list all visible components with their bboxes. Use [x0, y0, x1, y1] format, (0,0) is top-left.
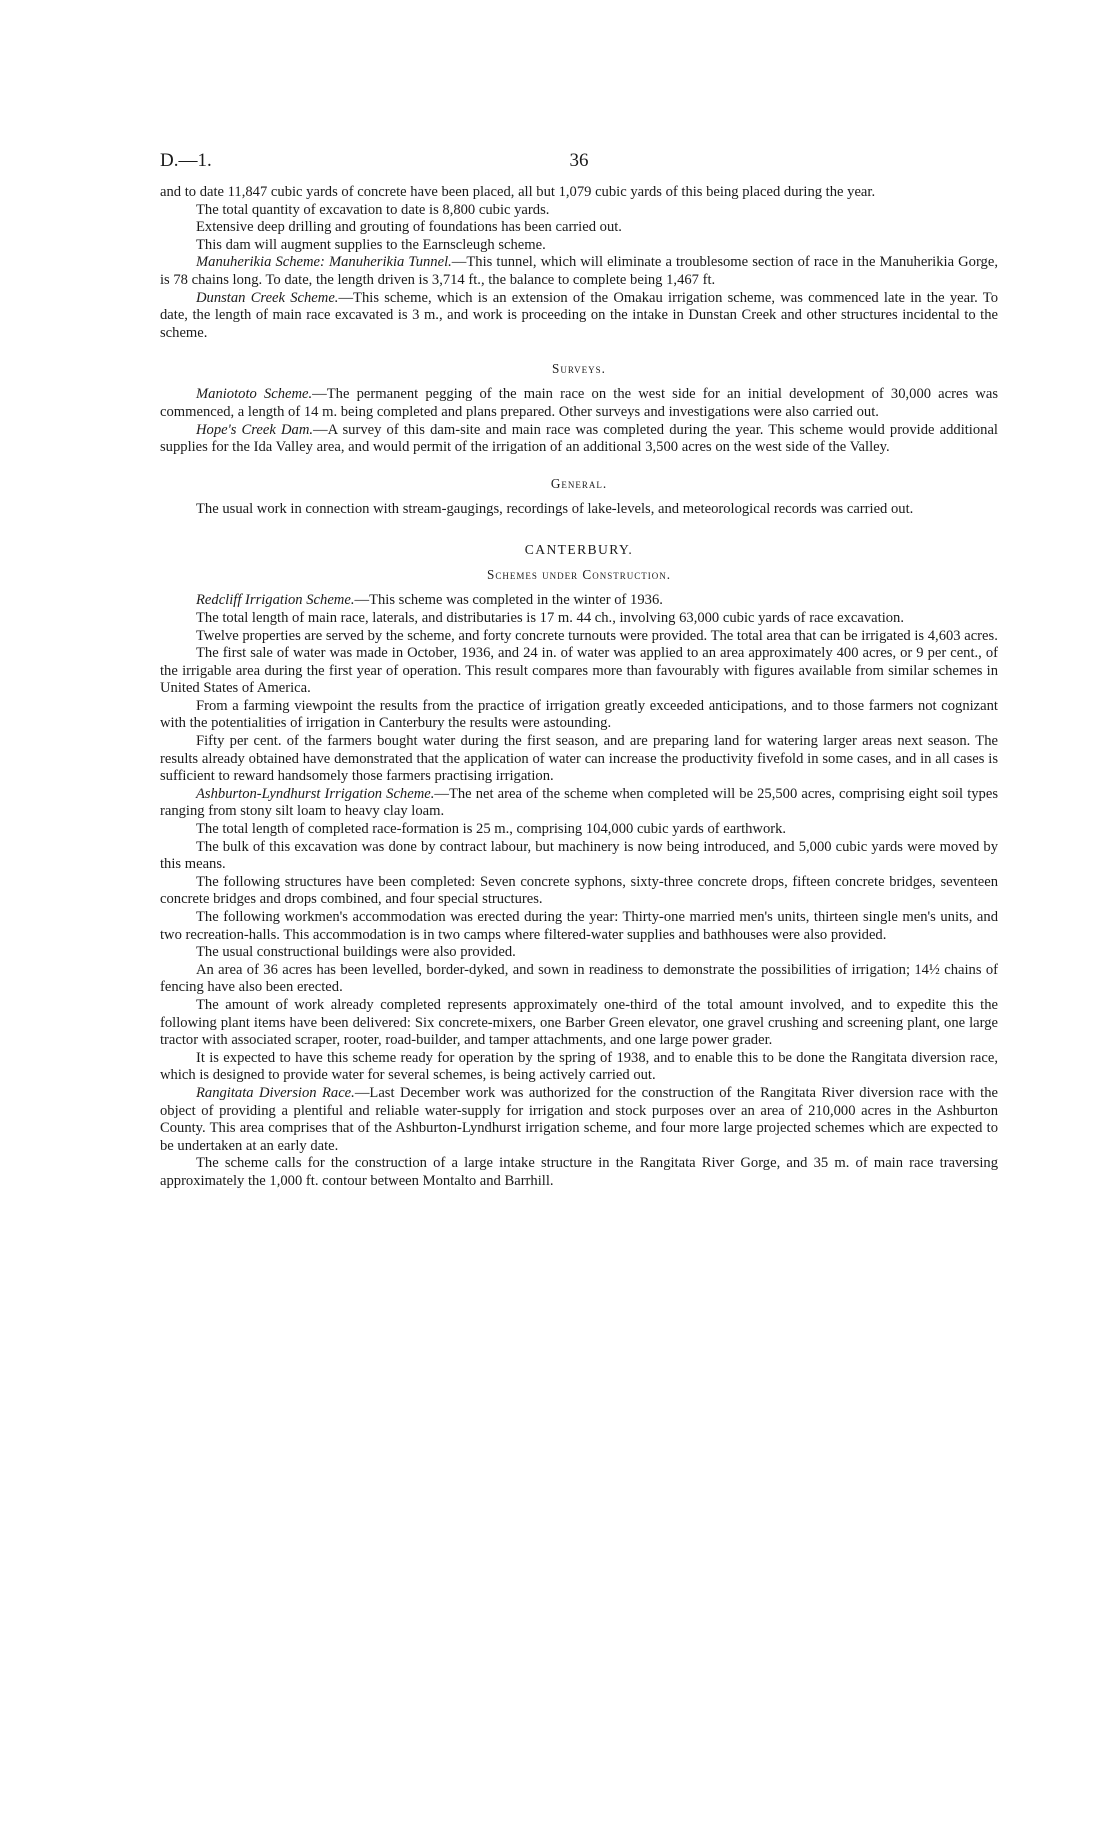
scheme-title: Dunstan Creek Scheme. — [196, 289, 339, 306]
document-page — [160, 150, 998, 1191]
paragraph: From a farming viewpoint the results from the practice of irrigation greatly exceeded anticipations, and to those farmers not cognizant with the potentialities of irrigation in Canterbury the results were astounding. — [160, 697, 998, 732]
region-heading-canterbury: CANTERBURY. — [524, 542, 634, 558]
paragraph: This dam will augment supplies to the Earnscleugh scheme. — [196, 236, 546, 253]
document-code: D.—1. — [160, 150, 212, 171]
paragraph: The first sale of water was made in October, 1936, and 24 in. of water was applied to an area approximately 400 acres, or 9 per cent., of the irrigable area during the first year of operation. This result compares more than favourably with figures available from similar schemes in United States of America. — [160, 645, 998, 697]
paragraph: The usual work in connection with stream-gaugings, recordings of lake-levels, and meteorological records was carried out. — [196, 500, 914, 517]
scheme-text: —This scheme, which is an extension of the Omakau irrigation scheme, was commenced late in the year. To date, the length of main race excavated is 3 m., and work is proceeding on the intake in Dunstan Creek and other structures incidental to the scheme. — [160, 289, 998, 341]
section-heading-surveys: Surveys. — [552, 361, 606, 377]
general-section — [160, 501, 998, 519]
paragraph — [160, 786, 998, 821]
paragraph: The total length of completed race-formation is 25 m., comprising 104,000 cubic yards of earthwork. — [196, 821, 787, 838]
paragraph: The total quantity of excavation to date is 8,800 cubic yards. — [196, 201, 550, 218]
scheme-title: Manuherikia Scheme: Manuherikia Tunnel. — [196, 254, 452, 271]
paragraph: It is expected to have this scheme ready for operation by the spring of 1938, and to enable this to be done the Rangitata diversion race, which is designed to provide water for several schemes, is being actively carried out. — [160, 1049, 998, 1084]
paragraph: The following structures have been completed: Seven concrete syphons, sixty-three concrete drops, fifteen concrete bridges, seventeen concrete bridges and drops combined, and four special structures. — [160, 873, 998, 908]
scheme-text: —The permanent pegging of the main race on the west side for an initial development of 30,000 acres was commenced, a length of 14 m. being completed and plans prepared. Other surveys and investigations were also carried out. — [160, 386, 998, 420]
canterbury-section — [160, 592, 998, 1190]
paragraph: Twelve properties are served by the scheme, and forty concrete turnouts were provided. The total area that can be irrigated is 4,603 acres. — [196, 627, 998, 644]
scheme-text: —Last December work was authorized for the construction of the Rangitata River diversion race with the object of providing a plentiful and reliable water-supply for irrigation and stock purposes over an area of 210,000 acres in the Ashburton County. This area comprises that of the Ashburton-Lyndhurst irrigation scheme, and four more large projected schemes which are expected to be undertaken at an early date. — [160, 1084, 998, 1154]
paragraph — [160, 386, 998, 421]
scheme-text: —This tunnel, which will eliminate a troublesome section of race in the Manuherikia Gorge, is 78 chains long. To date, the length driven is 3,714 ft., the balance to complete being 1,467 ft. — [160, 254, 998, 288]
scheme-title: Redcliff Irrigation Scheme. — [196, 592, 355, 609]
paragraph: and to date 11,847 cubic yards of concrete have been placed, all but 1,079 cubic yards of this being placed during the year. — [160, 184, 876, 200]
page-number: 36 — [569, 150, 589, 171]
scheme-title: Ashburton-Lyndhurst Irrigation Scheme. — [196, 785, 435, 802]
scheme-text: —A survey of this dam-site and main race was completed during the year. This scheme would provide additional supplies for the Ida Valley area, and would permit of the irrigation of an additional 3,500 acres on the west side of the Valley. — [160, 421, 998, 456]
paragraph: The following workmen's accommodation was erected during the year: Thirty-one married men's units, thirteen single men's units, and two recreation-halls. This accommodation is in two camps where filtered-water supplies and bathhouses were also provided. — [160, 909, 998, 943]
paragraph: The usual constructional buildings were also provided. — [196, 944, 516, 961]
paragraph: An area of 36 acres has been levelled, border-dyked, and sown in readiness to demonstrate the possibilities of irrigation; 14½ chains of fencing have also been erected. — [160, 961, 998, 996]
scheme-title: Rangitata Diversion Race. — [196, 1084, 355, 1101]
otago-continued-section — [160, 184, 998, 342]
paragraph — [160, 290, 998, 343]
scheme-text: —This scheme was completed in the winter of 1936. — [354, 592, 663, 609]
surveys-section — [160, 386, 998, 456]
paragraph: The amount of work already completed represents approximately one-third of the total amount involved, and to expedite this the following plant items have been delivered: Six concrete-mixers, one Barber Green elevator, one gravel crushing and screening plant, one large tractor with associated scraper, rooter, road-builder, and tamper attachments, and one large power grader. — [160, 996, 998, 1049]
paragraph — [160, 254, 998, 289]
paragraph: The scheme calls for the construction of a large intake structure in the Rangitata River Gorge, and 35 m. of main race traversing approximately the 1,000 ft. contour between Montalto and Barrhill. — [160, 1155, 998, 1189]
paragraph — [160, 1085, 998, 1155]
paragraph — [160, 422, 998, 457]
scheme-title: Hope's Creek Dam. — [196, 421, 314, 438]
scheme-title: Maniototo Scheme. — [196, 386, 313, 403]
section-heading-general: General. — [550, 475, 608, 491]
paragraph: Fifty per cent. of the farmers bought water during the first season, and are preparing land for watering larger areas next season. The results already obtained have demonstrated that the application of water can increase the productivity fivefold in some cases, and in all cases is sufficient to reward handsomely those farmers practising irrigation. — [160, 733, 998, 785]
paragraph — [160, 592, 998, 610]
paragraph: The total length of main race, laterals, and distributaries is 17 m. 44 ch., involving 63,000 cubic yards of race excavation. — [196, 609, 904, 626]
scheme-text: —The net area of the scheme when completed will be 25,500 acres, comprising eight soil types ranging from stony silt loam to heavy clay loam. — [160, 785, 998, 820]
section-heading-schemes-under-construction: Schemes under Construction. — [486, 567, 672, 583]
paragraph: The bulk of this excavation was done by contract labour, but machinery is now being introduced, and 5,000 cubic yards were moved by this means. — [160, 838, 998, 873]
paragraph: Extensive deep drilling and grouting of foundations has been carried out. — [196, 219, 622, 236]
page-header — [160, 150, 998, 184]
